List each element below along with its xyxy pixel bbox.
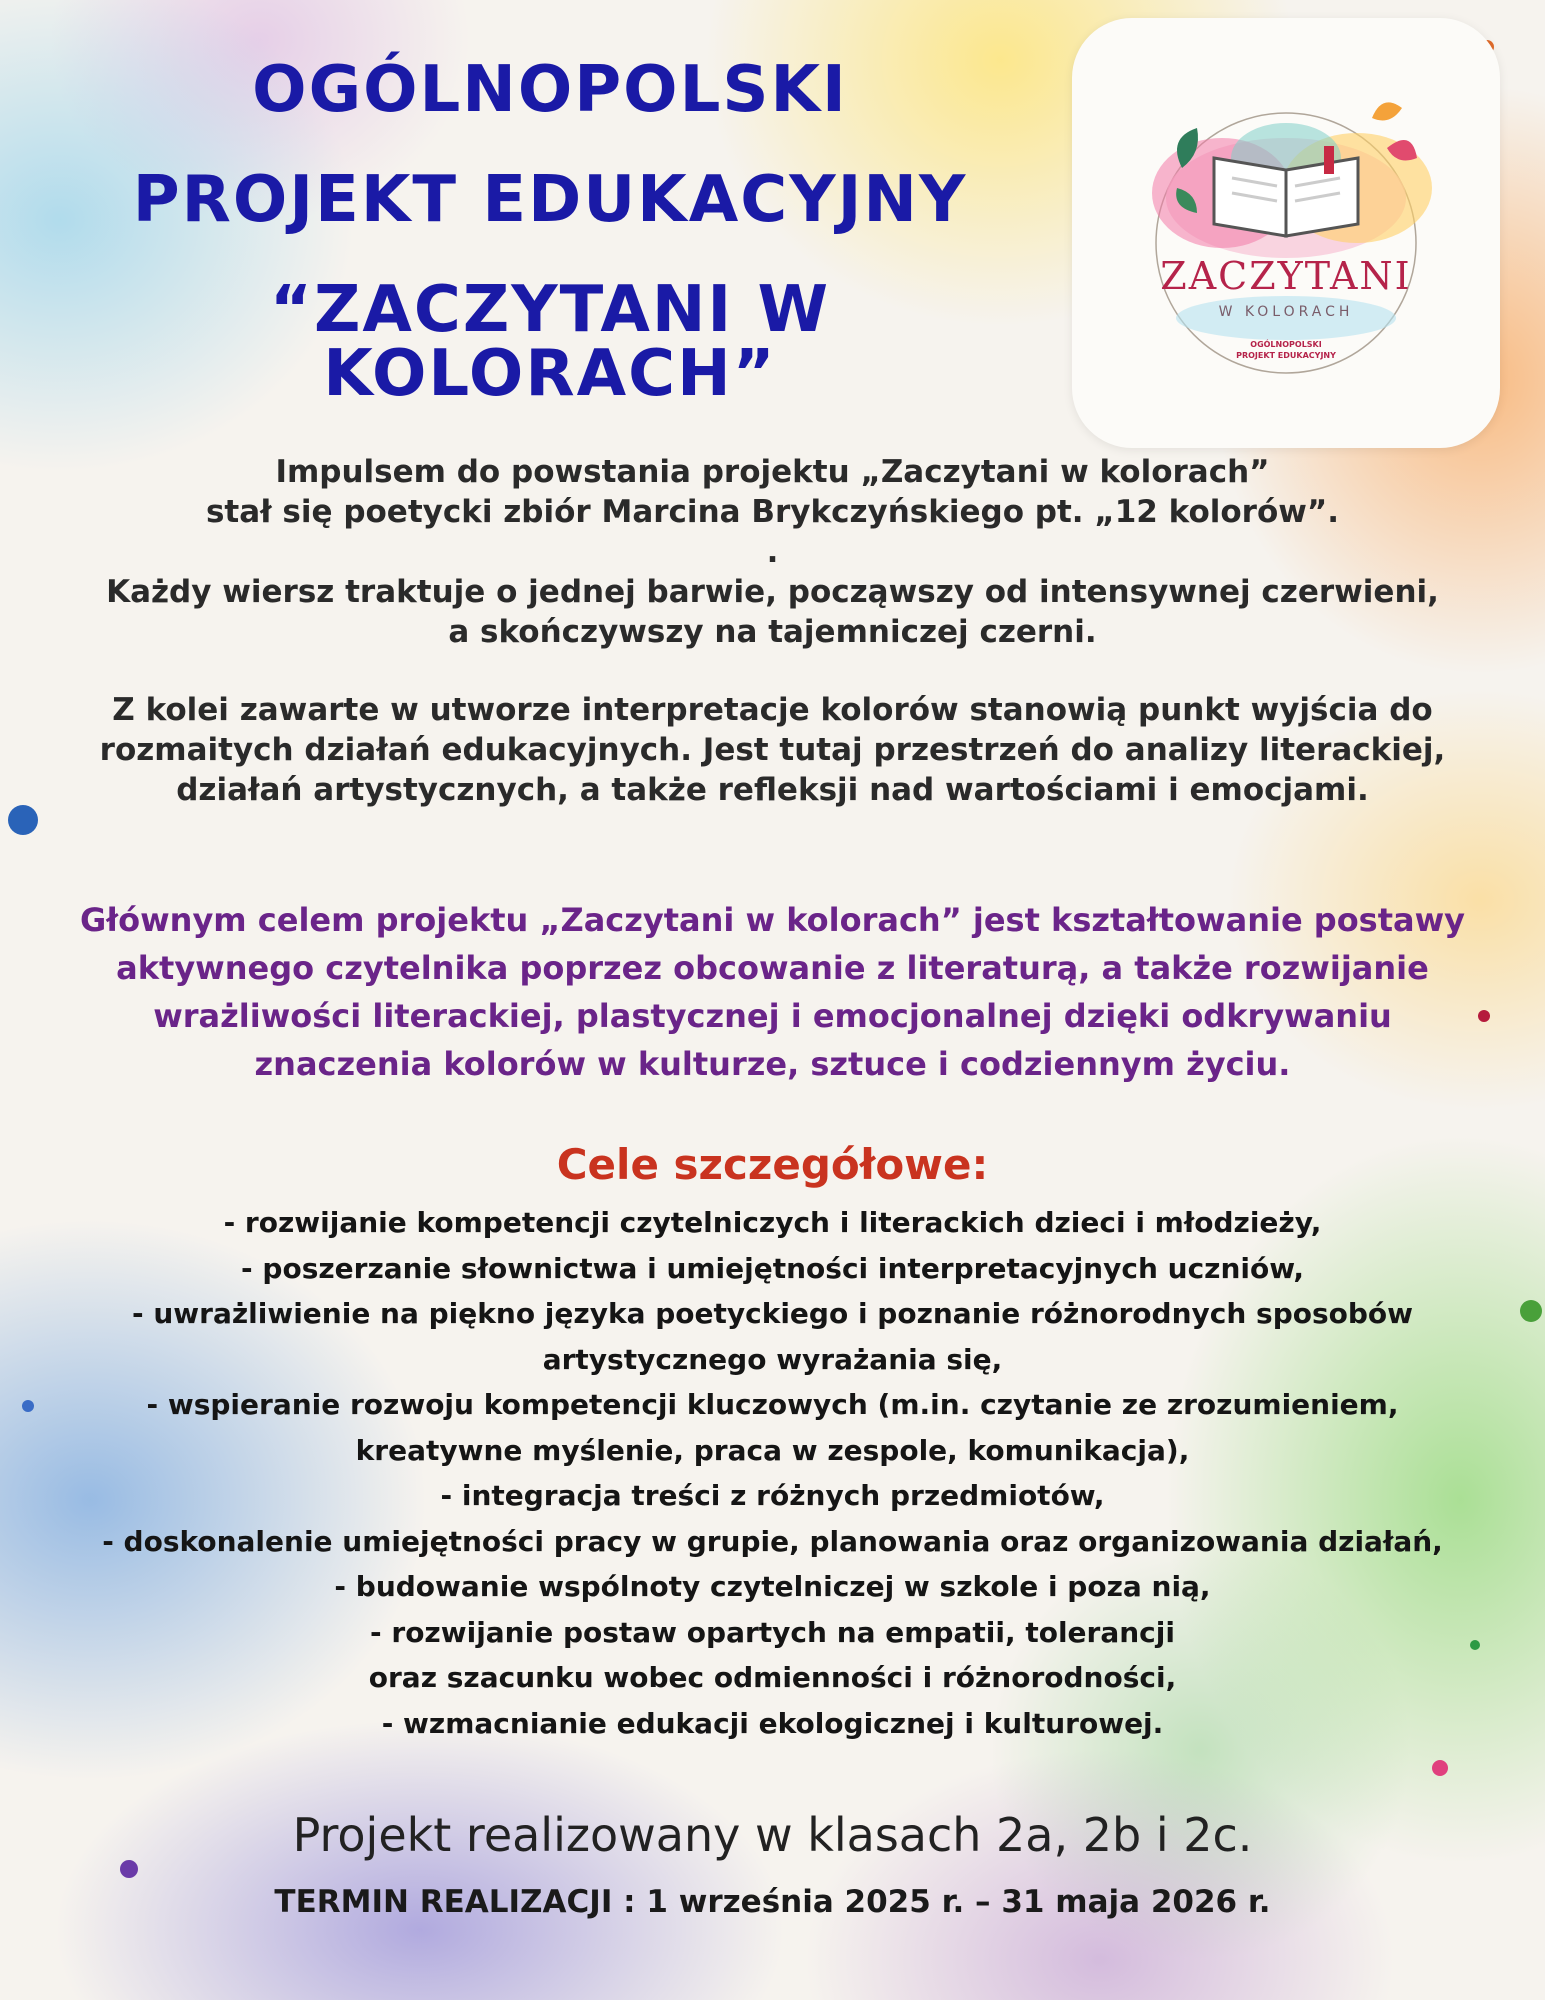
- logo-tag-2: PROJEKT EDUKACYJNY: [1236, 351, 1336, 360]
- cele-heading: Cele szczegółowe:: [556, 1140, 989, 1189]
- intro-line-8: działań artystycznych, a także refleksji nad wartościami i emocjami.: [176, 772, 1369, 808]
- cele-item: - uwrażliwienie na piękno języka poetyckiego i poznanie różnorodnych sposobów: [131, 1297, 1414, 1330]
- intro-line-2: stał się poetycki zbiór Marcina Brykczyńskiego pt. „12 kolorów”.: [205, 494, 1340, 530]
- cele-item: kreatywne myślenie, praca w zespole, komunikacja),: [355, 1433, 1190, 1467]
- title-line-1: OGÓLNOPOLSKI: [252, 53, 848, 127]
- cele-item: oraz szacunku wobec odmienności i różnorodności,: [368, 1661, 1177, 1694]
- title-line-3: “ZACZYTANI W KOLORACH”: [269, 273, 831, 411]
- goal-line-3: wrażliwości literackiej, plastycznej i emocjonalnej dzięki odkrywaniu: [153, 997, 1392, 1035]
- goal-line-4: znaczenia kolorów w kulturze, sztuce i codziennym życiu.: [254, 1045, 1291, 1083]
- goal-line-1: Głównym celem projektu „Zaczytani w kolorach” jest kształtowanie postawy: [79, 901, 1466, 939]
- title-line-2: PROJEKT EDUKACYJNY: [132, 163, 968, 237]
- cele-item: - wzmacnianie edukacji ekologicznej i kulturowej.: [381, 1706, 1164, 1740]
- cele-list: [40, 1200, 1505, 1746]
- cele-item: - rozwijanie kompetencji czytelniczych i literackich dzieci i młodzieży,: [223, 1206, 1322, 1239]
- termin-realizacji: TERMIN REALIZACJI : 1 września 2025 r. – 31 maja 2026 r.: [274, 1884, 1271, 1920]
- paint-splatter: [22, 1400, 34, 1412]
- logo-name: ZACZYTANI: [1160, 254, 1412, 298]
- goal-line-2: aktywnego czytelnika poprzez obcowanie z literaturą, a także rozwijanie: [116, 949, 1429, 987]
- logo-tag-1: OGÓLNOPOLSKI: [1250, 340, 1322, 349]
- klasy-info: Projekt realizowany w klasach 2a, 2b i 2c.: [292, 1808, 1253, 1862]
- paint-splatter: [120, 1860, 138, 1878]
- cele-item: - integracja treści z różnych przedmiotów,: [440, 1479, 1105, 1512]
- paint-splatter: [1432, 1760, 1448, 1776]
- intro-line-4: Każdy wiersz traktuje o jednej barwie, począwszy od intensywnej czerwieni,: [106, 574, 1439, 610]
- logo-graphic: [1072, 18, 1500, 448]
- intro-line-1: Impulsem do powstania projektu „Zaczytani w kolorach”: [275, 454, 1270, 490]
- intro-line-7: rozmaitych działań edukacyjnych. Jest tutaj przestrzeń do analizy literackiej,: [99, 732, 1446, 768]
- cele-item: - doskonalenie umiejętności pracy w grupie, planowania oraz organizowania działań,: [102, 1524, 1443, 1558]
- logo-subtitle: W KOLORACH: [1218, 304, 1354, 320]
- intro-line-3: .: [766, 534, 779, 570]
- cele-item: - budowanie wspólnoty czytelniczej w szkole i poza nią,: [334, 1570, 1211, 1603]
- project-logo: [1072, 18, 1500, 448]
- cele-item: artystycznego wyrażania się,: [542, 1342, 1003, 1376]
- cele-item: - poszerzanie słownictwa i umiejętności interpretacyjnych uczniów,: [241, 1251, 1304, 1285]
- cele-item: - rozwijanie postaw opartych na empatii, tolerancji: [370, 1615, 1175, 1649]
- cele-item: - wspieranie rozwoju kompetencji kluczowych (m.in. czytanie ze zrozumieniem,: [146, 1388, 1399, 1421]
- paint-splatter: [1520, 1300, 1542, 1322]
- intro-line-6: Z kolei zawarte w utworze interpretacje kolorów stanowią punkt wyjścia do: [112, 692, 1433, 728]
- paint-splatter: [8, 805, 38, 835]
- intro-line-5: a skończywszy na tajemniczej czerni.: [448, 614, 1097, 650]
